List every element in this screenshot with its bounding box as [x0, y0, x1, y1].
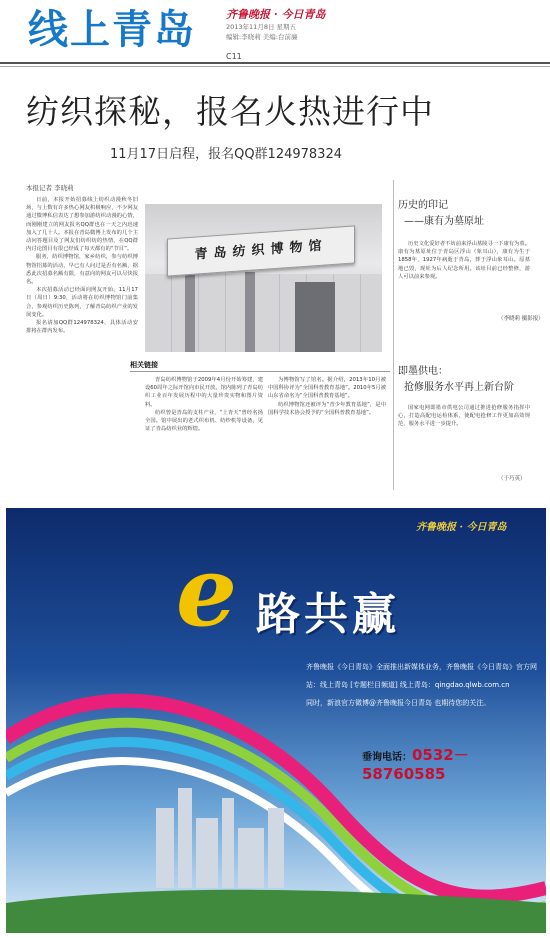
page-number: C11	[226, 52, 242, 61]
ad-text-line: 齐鲁晚报《今日青岛》全面推出新媒体业务，齐鲁晚报《今日青岛》官方网	[306, 663, 537, 671]
article-column-2	[145, 376, 263, 488]
column-divider	[393, 180, 394, 490]
header-rule-thin	[0, 66, 550, 67]
ad-phone	[362, 744, 546, 783]
ad-text-line: 同时，新浪官方微博@齐鲁晚报今日青岛 也期待您的关注。	[306, 699, 491, 707]
museum-photo	[145, 204, 382, 352]
paragraph: 报名请加QQ群124978324，具体活动安排将在群内发布。	[26, 320, 138, 335]
sidebar-credit-1: （李晓莉 摄影报）	[498, 316, 544, 322]
pillar	[245, 272, 255, 352]
sidebar-text-2	[398, 404, 530, 470]
ad-phone-label: 垂询电话：	[362, 752, 412, 763]
issue-date: 2013年11月8日 星期五	[226, 23, 297, 31]
article-headline: 纺织探秘，报名火热进行中	[26, 92, 434, 131]
paragraph: 历史文化爱好者不妨前来浮山墓陵寻一下康有为墓。康有为墓原址位于青岛区浮山（象耳山），康有为生于1858年，1927年病逝于青岛，葬于浮山象耳山。原墓地已毁，现址为后人纪念所用。该址目前已经整修，游人可以前来参观。	[398, 241, 530, 280]
sidebar-subtitle-1: ——康有为墓原址	[404, 216, 484, 227]
paragraph: 青岛纺织博物馆于2009年4月份开始筹建，建设60周年之际开馆向市民开放。馆内陈列了青岛纺织工业百年发展历程中的大量珍贵实物和图片资料。	[145, 377, 263, 408]
ad-logo: 齐鲁晚报 · 今日青岛	[416, 522, 507, 533]
sidebar-credit-2: （于巧英）	[498, 476, 526, 482]
building-wall	[145, 274, 382, 352]
sidebar-subtitle-2: 抢修服务水平再上新台阶	[404, 382, 514, 393]
sidebar-title-2: 即墨供电：	[398, 366, 448, 377]
article-subhead: 11月17日启程，报名QQ群124978324	[110, 147, 342, 162]
paragraph: 纺织博物馆还被评为“青少年教育基地”，是中国科学技术协会授予的“全国科普教育基地”。	[268, 401, 386, 416]
related-rule	[130, 371, 390, 372]
related-link-label: 相关链接	[130, 361, 158, 369]
masthead	[0, 0, 550, 64]
article-byline: 本报记者 李晓莉	[26, 184, 74, 192]
ad-phone-number: 0532－58760585	[362, 746, 469, 783]
paragraph: 国家电网即墨市供电公司通过推进抢修服务指挥中心，打造高配电运检体系，使配电抢修工作更加高效规范，服务水平进一步提升。	[398, 405, 530, 428]
ad-e-letter: e	[176, 535, 238, 648]
newspaper-logo: 齐鲁晚报 · 今日青岛	[226, 8, 326, 21]
section-title: 线上青岛	[28, 7, 196, 53]
sidebar-title-1: 历史的印记	[398, 200, 448, 211]
paragraph: 日前，本报开始招募线上纺织动漫秋冬旧场，与上数有许多热心网友积极响应，不少网友通过微博私信表达了想参加游纺织动漫的心情，而刚刚建立的网友报名QQ群也在一天之内迅速加入了几十人。本报在青岛微博上发布的几个主动问答题目及了网友们纺织纺的热情，在QQ群内讨论图目有很已经成了每天都有的“节目”。	[26, 197, 138, 253]
editor-credit: 编辑:李晓莉 美编:台前廉	[226, 33, 298, 41]
advertisement	[6, 508, 546, 933]
paragraph: 本次招募活动已经面向网友开始，11月17日（周日）9:30，活动将在纺织博物馆门前集合，参观纺织历史陈列，了解青岛纺织产业的发展变化。	[26, 287, 138, 318]
paragraph: 服务，纺织博物馆，家乡纺织，参与纺织博物馆招募的活动，早已有人问过是否有名额，据悉此次招募名额有限，有意向的网友可以尽快报名。	[26, 254, 138, 286]
header-rule	[0, 62, 550, 64]
ad-artwork	[6, 508, 546, 933]
article-column-1	[26, 196, 138, 486]
sidebar-text-1	[398, 240, 530, 312]
paragraph: 纺织曾是青岛的支柱产业，“上青天”曾经名扬全国。馆中展出的老式织布机、纺纱机等设备，见证了青岛纺织业的辉煌。	[145, 409, 263, 433]
entrance-door	[295, 282, 335, 352]
pillar	[185, 272, 195, 352]
paragraph: 为博物馆写了馆名。据介绍，2013年10月被中国科协评为“全国科普教育基地”。2010年5月被山东省命名为“全国科普教育基地”。	[268, 377, 386, 400]
museum-sign: 青岛纺织博物馆	[167, 225, 355, 276]
article-column-3	[268, 376, 386, 488]
ad-text-line: 站：线上青岛 [专题栏目频道] 线上青岛：qingdao.qlwb.com.cn	[306, 681, 510, 689]
ad-title: 路共赢	[256, 589, 400, 640]
